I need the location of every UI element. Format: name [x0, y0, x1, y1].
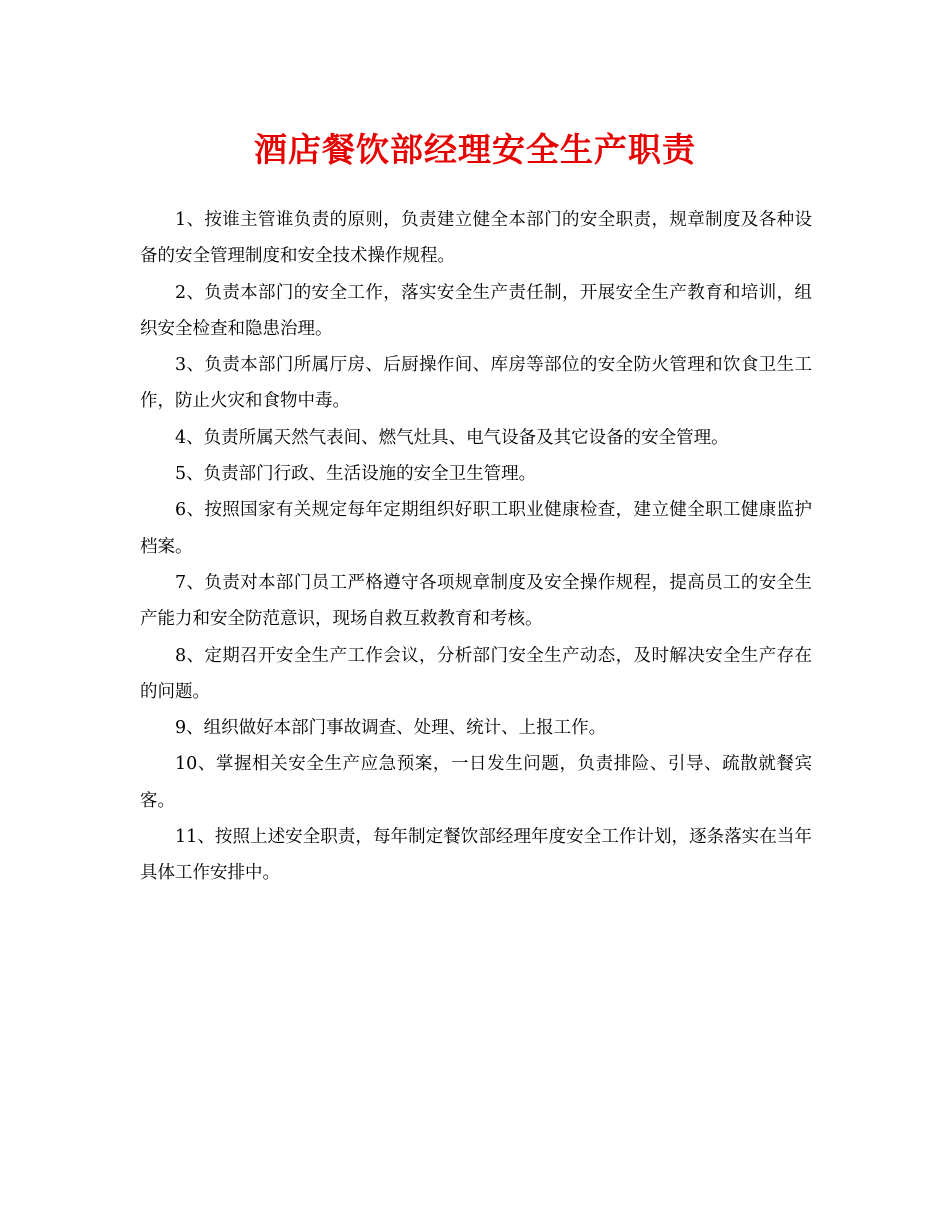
- duty-item-2: 2、负责本部门的安全工作，落实安全生产责任制，开展安全生产教育和培训，组织安全检查和隐患治理。: [140, 282, 812, 339]
- duty-item-4: 4、负责所属天然气表间、燃气灶具、电气设备及其它设备的安全管理。: [175, 427, 729, 448]
- duty-item-1: 1、按谁主管谁负责的原则，负责建立健全本部门的安全职责，规章制度及各种设备的安全管理制度和安全技术操作规程。: [140, 210, 812, 267]
- duty-item-10: 10、掌握相关安全生产应急预案，一日发生问题，负责排险、引导、疏散就餐宾客。: [140, 754, 812, 811]
- duty-item-9: 9、组织做好本部门事故调查、处理、统计、上报工作。: [175, 718, 607, 739]
- duty-item-6: 6、按照国家有关规定每年定期组织好职工职业健康检查，建立健全职工健康监护档案。: [140, 500, 812, 557]
- duty-item-5: 5、负责部门行政、生活设施的安全卫生管理。: [175, 464, 537, 485]
- duty-item-11: 11、按照上述安全职责，每年制定餐饮部经理年度安全工作计划，逐条落实在当年具体工作安排中。: [140, 827, 812, 884]
- duty-item-7: 7、负责对本部门员工严格遵守各项规章制度及安全操作规程，提高员工的安全生产能力和安全防范意识，现场自救互救教育和考核。: [140, 572, 812, 630]
- document-body: [140, 202, 812, 892]
- document-title: 酒店餐饮部经理安全生产职责: [254, 130, 696, 169]
- duty-item-3: 3、负责本部门所属厅房、后厨操作间、库房等部位的安全防火管理和饮食卫生工作，防止火灾和食物中毒。: [140, 355, 812, 412]
- duty-item-8: 8、定期召开安全生产工作会议，分析部门安全生产动态，及时解决安全生产存在的问题。: [140, 645, 812, 702]
